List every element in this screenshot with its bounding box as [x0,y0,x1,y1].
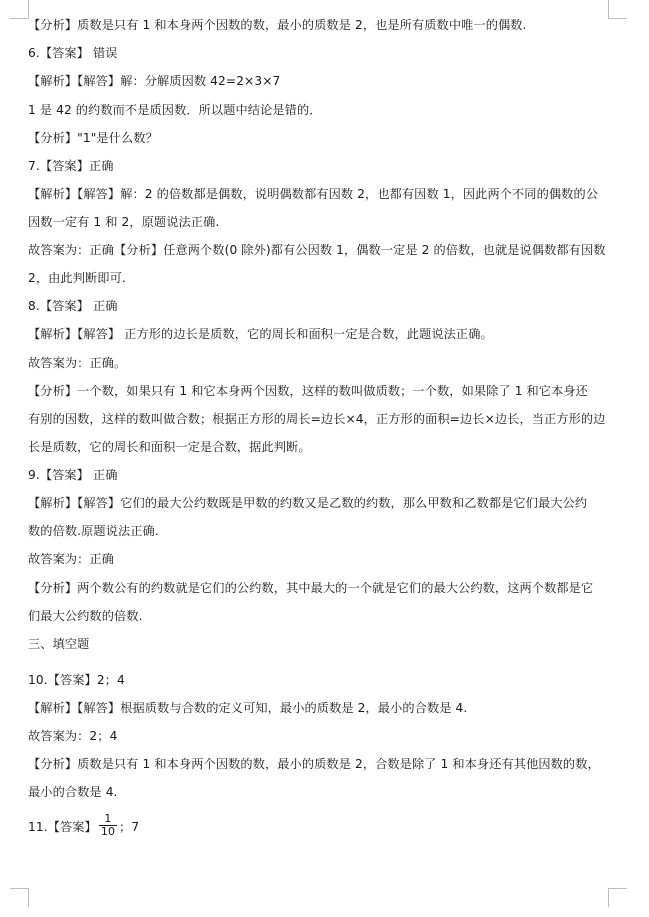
text-line: 故答案为：2；4 [28,729,118,743]
answer-10-heading: 10.【答案】2；4 [28,673,125,687]
text-line: 数的倍数.原题说法正确. [28,524,159,538]
fraction [99,813,117,838]
section-heading: 三、填空题 [28,637,90,651]
text-line: 2，由此判断即可. [28,271,126,285]
answer-9-heading: 9.【答案】 正确 [28,468,118,482]
answer-8-heading: 8.【答案】 正确 [28,299,118,313]
text-line: 最小的合数是 4. [28,785,118,799]
text-line: 【解析】【解答】解：分解质因数 42=2×3×7 [28,74,281,88]
answer-11-prefix: 11.【答案】 [28,820,97,834]
answer-7-heading: 7.【答案】正确 [28,159,114,173]
fraction-numerator: 1 [99,813,117,826]
text-line: 【解析】【解答】解：2 的倍数都是偶数，说明偶数都有因数 2，也都有因数 1，因此两个不同的偶数的公 [28,187,599,201]
answer-11-suffix: ；7 [119,820,140,834]
fraction-denominator: 10 [100,825,116,838]
text-line: 【解析】【解答】它们的最大公约数既是甲数的约数又是乙数的约数，那么甲数和乙数都是它们最大公约 [28,496,588,510]
text-line: 1 是 42 的约数而不是质因数．所以题中结论是错的． [28,103,322,117]
text-line: 们最大公约数的倍数. [28,609,143,623]
text-line: 长是质数，它的周长和面积一定是合数，据此判断。 [28,440,311,454]
text-line: 故答案为：正确【分析】任意两个数(0 除外)都有公因数 1，偶数一定是 2 的倍数，也就是说偶数都有因数 [28,243,606,257]
text-line: 【分析】"1"是什么数？ [28,131,158,145]
text-line: 【分析】质数是只有 1 和本身两个因数的数，最小的质数是 2，合数是除了 1 和本身还有其他因数的数， [28,757,600,771]
crop-mark-bottom-left [10,888,29,907]
text-line: 故答案为：正确。 [28,356,127,370]
text-line: 【解析】【解答】 正方形的边长是质数，它的周长和面积一定是合数，此题说法正确。 [28,327,493,341]
text-line: 【分析】质数是只有 1 和本身两个因数的数，最小的质数是 2，也是所有质数中唯一的偶数. [28,18,527,32]
answer-6-heading: 6.【答案】 错误 [28,46,118,60]
answer-11-heading [28,814,618,840]
text-line: 故答案为：正确 [28,552,115,566]
text-line: 因数一定有 1 和 2，原题说法正确. [28,215,220,229]
text-line: 【分析】一个数，如果只有 1 和它本身两个因数，这样的数叫做质数；一个数，如果除了 1 和它本身还 [28,384,588,398]
text-line: 【解析】【解答】根据质数与合数的定义可知，最小的质数是 2，最小的合数是 4. [28,701,468,715]
text-line: 【分析】两个数公有的约数就是它们的公约数，其中最大的一个就是它们的最大公约数，这两个数都是它 [28,581,594,595]
crop-mark-top-left [10,0,29,19]
text-line: 有别的因数，这样的数叫做合数；根据正方形的周长=边长×4，正方形的面积=边长×边长，当正方形的边 [28,412,606,426]
crop-mark-bottom-right [608,888,627,907]
